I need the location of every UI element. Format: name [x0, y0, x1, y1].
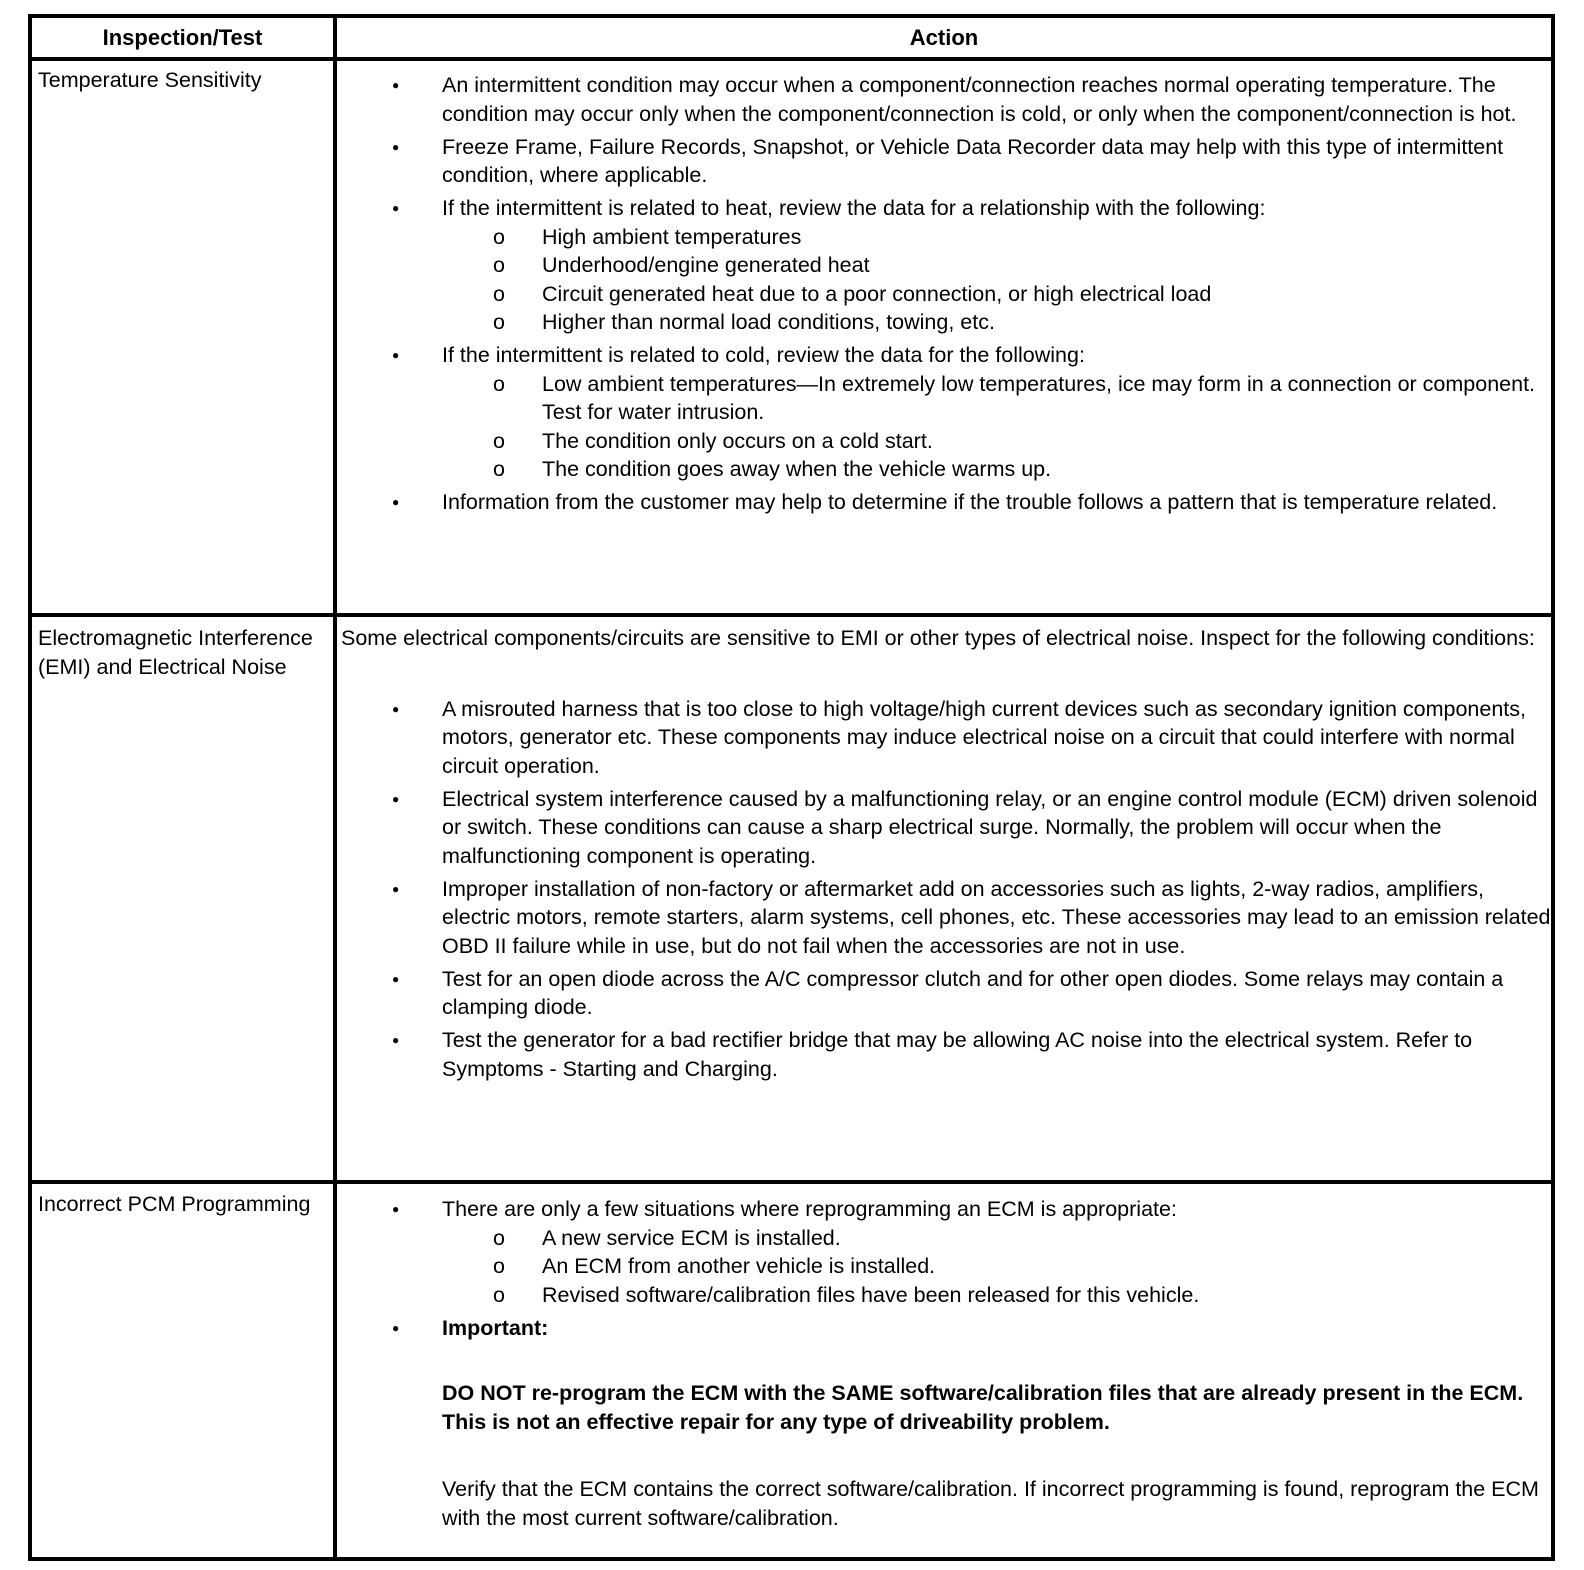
- sub-item: o Circuit generated heat due to a poor connection, or high electrical load: [341, 280, 1551, 309]
- sub-item: o Low ambient temperatures—In extremely low temperatures, ice may form in a connection or component. Test for water intrusion.: [341, 370, 1551, 427]
- row-divider: [32, 613, 1551, 617]
- sub-item: o An ECM from another vehicle is installed.: [341, 1252, 1551, 1281]
- sub-item: o The condition only occurs on a cold start.: [341, 427, 1551, 456]
- list-item: [341, 341, 1551, 484]
- list-item: ● Test the generator for a bad rectifier bridge that may be allowing AC noise into the electrical system. Refer to Symptoms - Starting and Charging.: [341, 1026, 1551, 1083]
- sub-item: o The condition goes away when the vehicle warms up.: [341, 455, 1551, 484]
- list-item: ● Freeze Frame, Failure Records, Snapshot, or Vehicle Data Recorder data may help with this type of intermittent condition, where applicable.: [341, 133, 1551, 190]
- important-text: DO NOT re-program the ECM with the SAME software/calibration files that are already present in the ECM. This is not an effective repair for any type of driveability problem.: [442, 1381, 1524, 1434]
- list-item-text: ● There are only a few situations where reprogramming an ECM is appropriate:: [442, 1197, 1177, 1221]
- header-inspection-test: Inspection/Test: [102, 24, 263, 50]
- list-item-text: ● If the intermittent is related to cold, review the data for the following:: [442, 343, 1085, 367]
- sub-item: o High ambient temperatures: [341, 223, 1551, 252]
- sub-item: o Revised software/calibration files have been released for this vehicle.: [341, 1281, 1551, 1310]
- row-divider: [32, 1180, 1551, 1184]
- list-item: ● An intermittent condition may occur when a component/connection reaches normal operating temperature. The condition may occur only when the component/connection is cold, or only when the component/connection is hot.: [341, 71, 1551, 128]
- header-action: Action: [909, 24, 979, 50]
- list-item: [341, 1195, 1551, 1309]
- row-action-temperature: [341, 71, 1551, 521]
- column-divider: [333, 18, 337, 1557]
- list-item: ● Electrical system interference caused by a malfunctioning relay, or an engine control module (ECM) driven solenoid or switch. These conditions can cause a sharp electrical surge. Normally, the problem will occur when the malfunctioning component is operating.: [341, 785, 1551, 871]
- inspection-table: [28, 14, 1555, 1561]
- important-label: ● Important:: [442, 1315, 549, 1340]
- intro-text: Some electrical components/circuits are sensitive to EMI or other types of electrical noise. Inspect for the following conditions:: [341, 626, 1535, 650]
- row-label-emi: Electromagnetic Interference (EMI) and Electrical Noise: [38, 626, 313, 679]
- sub-item: o A new service ECM is installed.: [341, 1224, 1551, 1253]
- list-item: ● Test for an open diode across the A/C compressor clutch and for other open diodes. Some relays may contain a clamping diode.: [341, 965, 1551, 1022]
- sub-item: o Higher than normal load conditions, towing, etc.: [341, 308, 1551, 337]
- row-label-pcm: Incorrect PCM Programming: [38, 1192, 311, 1216]
- row-label-temperature: Temperature Sensitivity: [38, 68, 262, 92]
- sub-item: o Underhood/engine generated heat: [341, 251, 1551, 280]
- list-item: ● Improper installation of non-factory or aftermarket add on accessories such as lights, 2-way radios, amplifiers, electric motors, remote starters, alarm systems, cell phones, etc. These accessories may lead to an emission related OBD II failure while in use, but do not fail when the accessories are not in use.: [341, 875, 1551, 961]
- list-item: [341, 1314, 1551, 1533]
- list-item: ● A misrouted harness that is too close to high voltage/high current devices such as secondary ignition components, motors, generator etc. These components may induce electrical noise on a circuit that could interfere with normal circuit operation.: [341, 695, 1551, 781]
- row-action-pcm: [341, 1195, 1551, 1537]
- header-divider: [32, 57, 1551, 61]
- row-action-emi: [341, 624, 1551, 1088]
- list-item-text: ● If the intermittent is related to heat, review the data for a relationship with the following:: [442, 196, 1266, 220]
- list-item: ● Information from the customer may help to determine if the trouble follows a pattern that is temperature related.: [341, 488, 1551, 517]
- list-item: [341, 194, 1551, 337]
- verify-text: Verify that the ECM contains the correct software/calibration. If incorrect programming is found, reprogram the ECM with the most current software/calibration.: [442, 1477, 1539, 1530]
